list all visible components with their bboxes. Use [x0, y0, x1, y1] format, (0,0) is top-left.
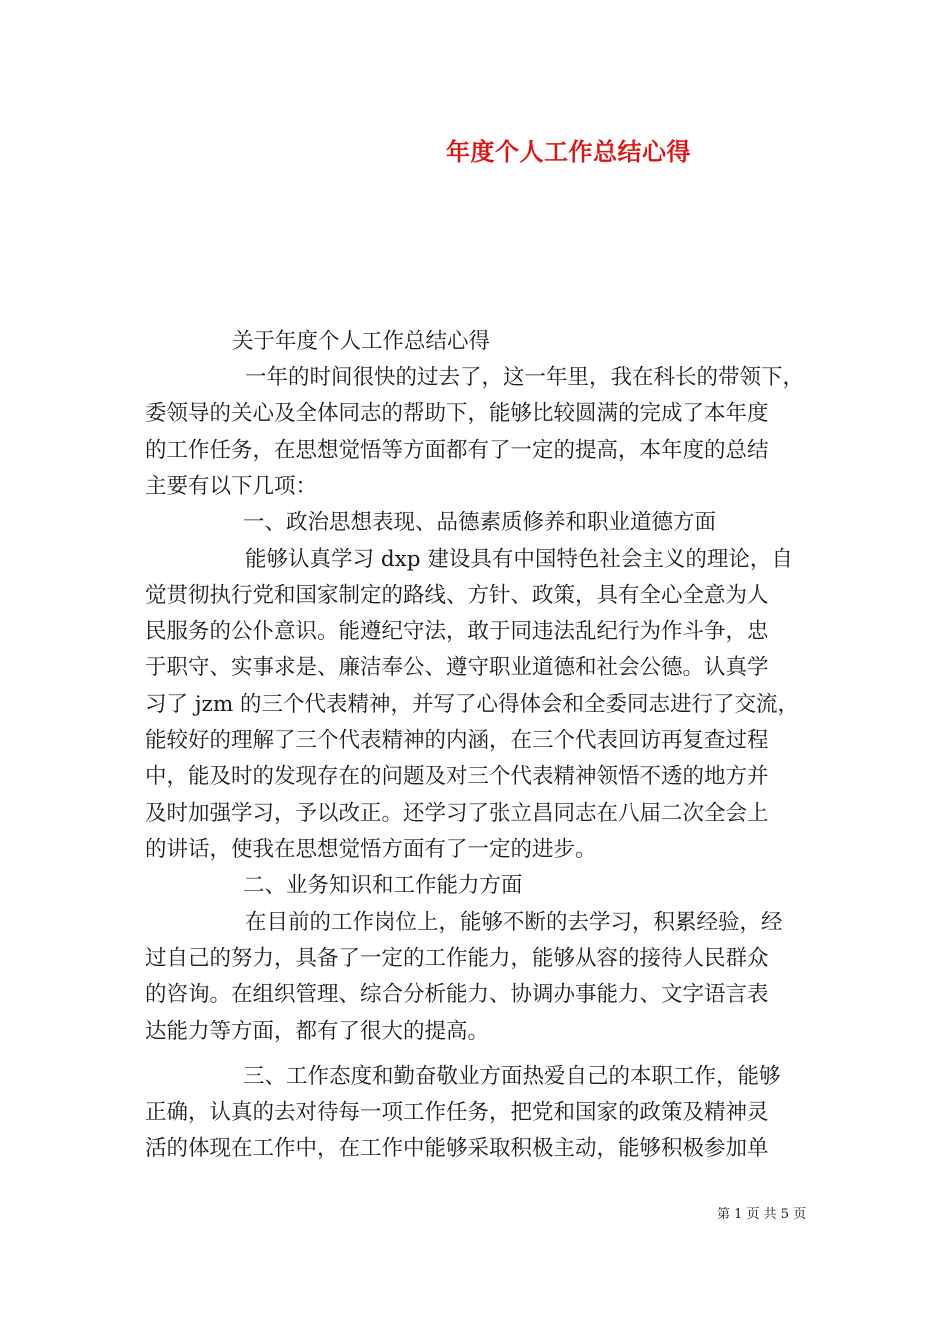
section-heading: 二、业务知识和工作能力方面	[243, 873, 523, 898]
body-line: 能较好的理解了三个代表精神的内涵，在三个代表回访再复查过程	[145, 728, 769, 753]
document-title: 年度个人工作总结心得	[446, 137, 691, 166]
body-line: 一年的时间很快的过去了，这一年里，我在科长的带领下，	[245, 365, 805, 390]
body-line: 主要有以下几项：	[145, 474, 318, 499]
body-line: 能够认真学习 dxp 建设具有中国特色社会主义的理论，自	[245, 547, 793, 572]
page-number: 第 1 页 共 5 页	[717, 1207, 807, 1222]
body-line: 在目前的工作岗位上，能够不断的去学习，积累经验，经	[245, 910, 783, 935]
body-line: 正确，认真的去对待每一项工作任务，把党和国家的政策及精神灵	[145, 1100, 769, 1125]
body-line: 觉贯彻执行党和国家制定的路线、方针、政策，具有全心全意为人	[145, 583, 769, 608]
body-line: 于职守、实事求是、廉洁奉公、遵守职业道德和社会公德。认真学	[145, 655, 769, 680]
body-line: 民服务的公仆意识。能遵纪守法，敢于同违法乱纪行为作斗争，忠	[145, 619, 769, 644]
section-heading: 一、政治思想表现、品德素质修养和职业道德方面	[243, 510, 717, 535]
body-line: 委领导的关心及全体同志的帮助下，能够比较圆满的完成了本年度	[145, 401, 769, 426]
body-line: 活的体现在工作中，在工作中能够采取积极主动，能够积极参加单	[145, 1136, 769, 1161]
body-line: 及时加强学习，予以改正。还学习了张立昌同志在八届二次全会上	[145, 801, 769, 826]
section-heading: 三、工作态度和勤奋敬业方面热爱自己的本职工作，能够	[243, 1064, 781, 1089]
body-line: 习了 jzm 的三个代表精神，并写了心得体会和全委同志进行了交流，	[145, 692, 800, 717]
body-line: 的工作任务，在思想觉悟等方面都有了一定的提高，本年度的总结	[145, 438, 769, 463]
body-line: 关于年度个人工作总结心得	[232, 329, 491, 354]
body-line: 的咨询。在组织管理、综合分析能力、协调办事能力、文字语言表	[145, 982, 769, 1007]
body-line: 达能力等方面，都有了很大的提高。	[145, 1019, 490, 1044]
body-line: 过自己的努力，具备了一定的工作能力，能够从容的接待人民群众	[145, 946, 769, 971]
body-line: 的讲话，使我在思想觉悟方面有了一定的进步。	[145, 837, 597, 862]
body-line: 中，能及时的发现存在的问题及对三个代表精神领悟不透的地方并	[145, 764, 769, 789]
